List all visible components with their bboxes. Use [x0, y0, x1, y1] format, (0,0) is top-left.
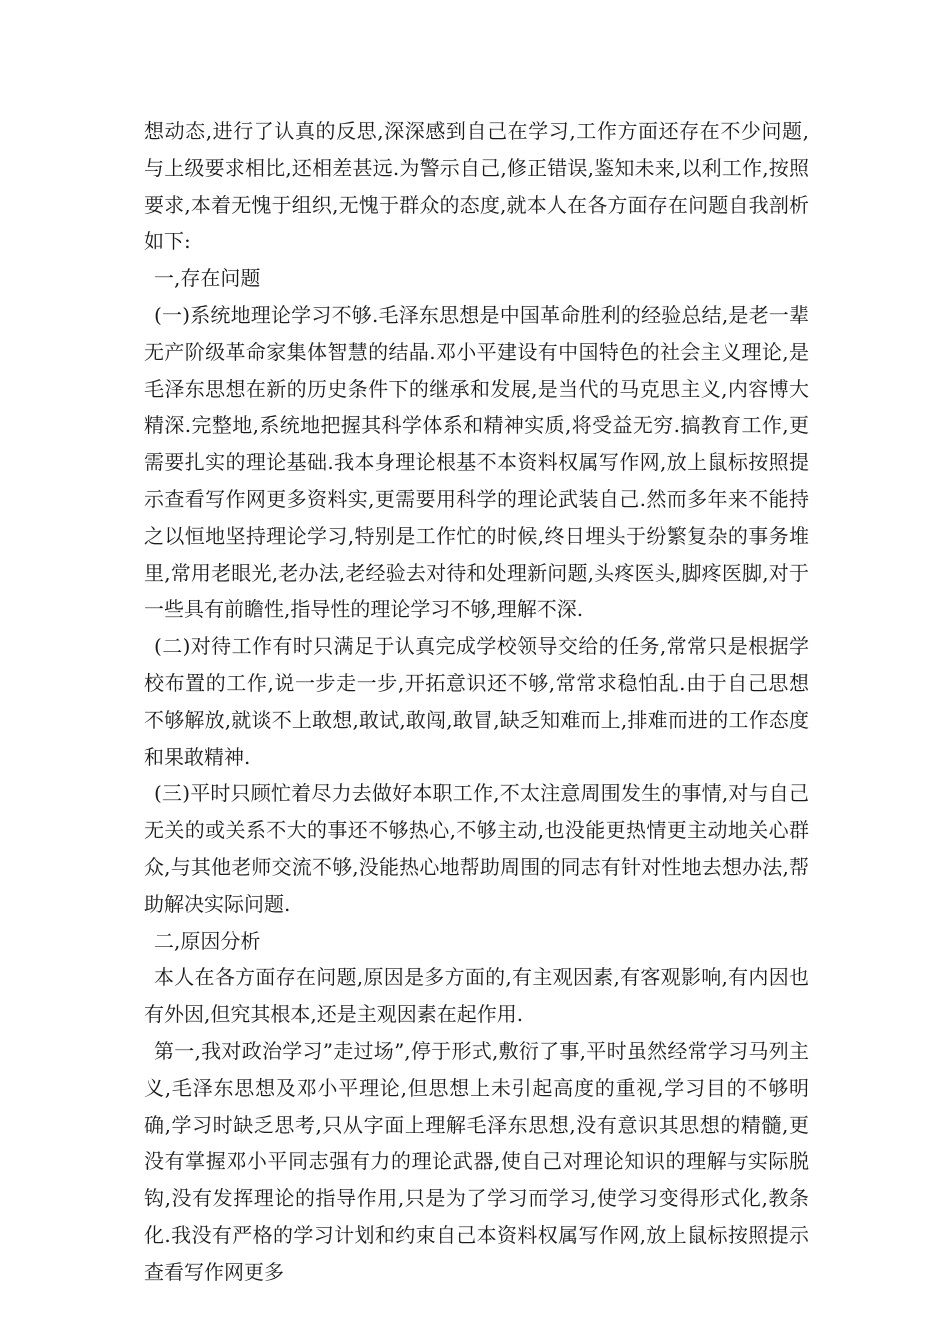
section-heading-problems: 一,存在问题	[154, 266, 261, 291]
paragraph-problem-3: (三)平时只顾忙着尽力去做好本职工作,不太注意周围发生的事情,对与自己无关的或关系不大的事还不够热心,不够主动,也没能更热情更主动地关心群众,与其他老师交流不够,没能热心地帮助周围的同志有针对性地去想办法,帮助解决实际问题.	[144, 781, 809, 916]
paragraph-causes-summary: 本人在各方面存在问题,原因是多方面的,有主观因素,有客观影响,有内因也有外因,但究其根本,还是主观因素在起作用.	[144, 965, 809, 1027]
section-heading-causes: 二,原因分析	[154, 928, 261, 953]
paragraph-problem-2: (二)对待工作有时只满足于认真完成学校领导交给的任务,常常只是根据学校布置的工作,说一步走一步,开拓意识还不够,常常求稳怕乱.由于自己思想不够解放,就谈不上敢想,敢试,敢闯,敢冒,缺乏知难而上,排难而进的工作态度和果敢精神.	[144, 634, 809, 769]
document-body	[144, 113, 809, 1291]
paragraph-problem-1: (一)系统地理论学习不够.毛泽东思想是中国革命胜利的经验总结,是老一辈无产阶级革命家集体智慧的结晶.邓小平建设有中国特色的社会主义理论,是毛泽东思想在新的历史条件下的继承和发展,是当代的马克思主义,内容博大精深.完整地,系统地把握其科学体系和精神实质,将受益无穷.搞教育工作,更需要扎实的理论基础.我本身理论根基不本资料权属写作网,放上鼠标按照提示查看写作网更多资料实,更需要用科学的理论武装自己.然而多年来不能持之以恒地坚持理论学习,特别是工作忙的时候,终日埋头于纷繁复杂的事务堆里,常用老眼光,老办法,老经验去对待和处理新问题,头疼医头,脚疼医脚,对于一些具有前瞻性,指导性的理论学习不够,理解不深.	[144, 302, 809, 622]
paragraph-cause-1: 第一,我对政治学习”走过场”,停于形式,敷衍了事,平时虽然经常学习马列主义,毛泽东思想及邓小平理论,但思想上未引起高度的重视,学习目的不够明确,学习时缺乏思考,只从字面上理解毛泽东思想,没有意识其思想的精髓,更没有掌握邓小平同志强有力的理论武器,使自己对理论知识的理解与实际脱钩,没有发挥理论的指导作用,只是为了学习而学习,使学习变得形式化,教条化.我没有严格的学习计划和约束自己本资料权属写作网,放上鼠标按照提示查看写作网更多	[144, 1038, 809, 1284]
paragraph-intro-continuation: 想动态,进行了认真的反思,深深感到自己在学习,工作方面还存在不少问题,与上级要求相比,还相差甚远.为警示自己,修正错误,鉴知未来,以利工作,按照要求,本着无愧于组织,无愧于群众的态度,就本人在各方面存在问题自我剖析如下:	[144, 119, 809, 254]
